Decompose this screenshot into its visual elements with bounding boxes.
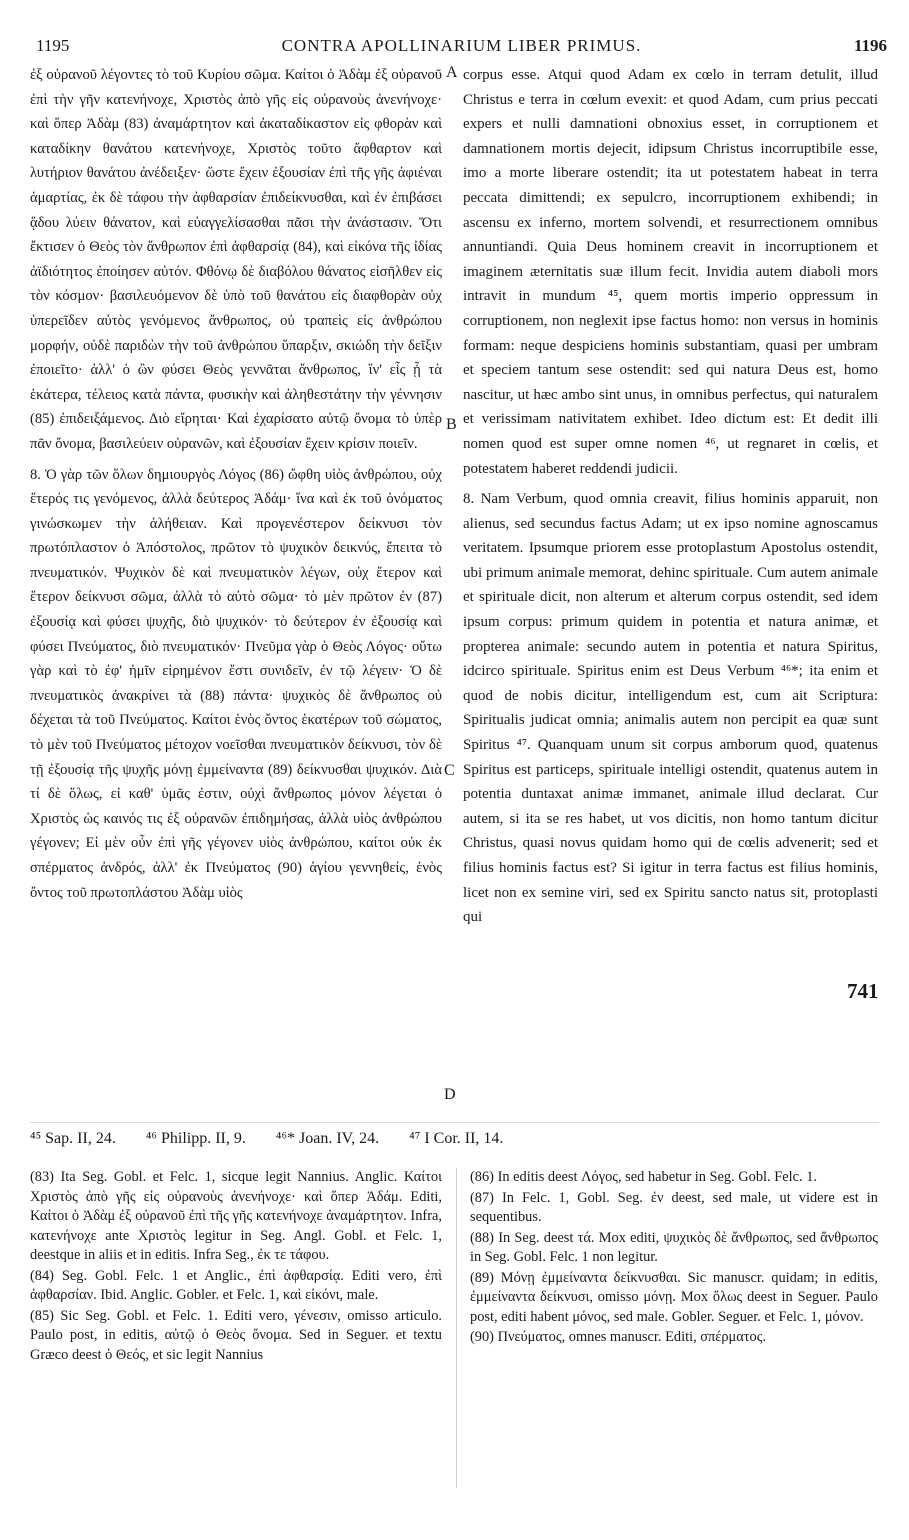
footnote: (83) Ita Seg. Gobl. et Felc. 1, sicque legit Nannius. Anglic. Καίτοι Χριστὸς ἀπὸ γῆς εἰς οὐρανοὺς ἀνενήνοχε· καὶ ὅπερ Ἀδάμ. Editi, Καίτοι ὁ Ἀδὰμ ἐξ οὐρανοῦ ἐπὶ τῆς γῆς κατενήνοχε ἀναμάρτητον. Infra, κατενήνοχε ante Χριστὸς legitur in Seg. Angl. Gobl. et Felc. 1, deestque in aliis et in editis. Infra Seg., ἐκ τε τάφου.	[30, 1169, 442, 1263]
pagination-marker: 741	[847, 979, 879, 1003]
margin-marker-c: C	[444, 762, 455, 779]
rule-divider	[30, 1122, 879, 1123]
greek-paragraph: ἐξ οὐρανοῦ λέγοντες τὸ τοῦ Κυρίου σῶμα. Καίτοι ὁ Ἀδὰμ ἐξ οὐρανοῦ ἐπὶ τὴν γῆν κατενήνοχε, Χριστὸς ἀπὸ γῆς εἰς οὐρανοὺς ἀνενήνοχε· καὶ ὅπερ Ἀδὰμ (83) ἀναμάρτητον καὶ ἀκαταδίκαστον εἰς φθορὰν καὶ καταδίκην θανάτου κατενήνοχε, Χριστὸς τοῦτο ἄφθαρτον καὶ λυτήριον θανάτου ἀνέδειξεν· ὥστε ἔχειν ἐξουσίαν ἐπὶ τῆς γῆς ἀφιέναι ἁμαρτίας, ἐκ δὲ τάφου τὴν ἀφθαρσίαν ἐπιδείκνυσθαι, καὶ ἐν ἐπιβάσει ᾅδου λύειν θάνατον, καὶ εὐαγγελίσασθαι πᾶσι τὴν ἀνάστασιν. Ὅτι ἔκτισεν ὁ Θεὸς τὸν ἄνθρωπον ἐπὶ ἀφθαρσίᾳ (84), καὶ εἰκόνα τῆς ἰδίας ἀϊδιότητος ἐποίησεν αὐτόν. Φθόνῳ δὲ διαβόλου θάνατος εἰσῆλθεν εἰς τὸν κόσμον· βασιλευόμενον δὲ ὑπὸ τοῦ θανάτου εἰς διαφθορὰν οὐχ ὑπερεῖδεν αὐτὸς γενόμενος ἄνθρωπος, οὐ τραπεὶς εἰς ἀνθρώπου μορφήν, οὐδὲ παριδὼν τὴν τοῦ ἀνθρώπου ὕπαρξιν, σκιώδη τὴν δεῖξιν ἐποιεῖτο· ἀλλ' ὁ ὢν φύσει Θεὸς γεννᾶται ἄνθρωπος, ἵν' εἷς ᾖ τὰ ἑκάτερα, τέλειος κατὰ πάντα, φυσικὴν καὶ ἀληθεστάτην τὴν γέννησιν (85) ἐπιδειξάμενος. Διὸ εἴρηται· Καὶ ἐχαρίσατο αὐτῷ ὄνομα τὸ ὑπὲρ πᾶν ὄνομα, βασιλεύειν οὐρανῶν, καὶ ἐξουσίαν ἔχειν κρίσιν ποιεῖν.	[30, 67, 442, 452]
page-number-left: 1195	[36, 36, 70, 55]
latin-paragraph: corpus esse. Atqui quod Adam ex cœlo in terram detulit, illud Christus e terra in cœlum evexit: et quod Adam, cum prius peccati expers et nulli damnationi obnoxius esset, in corruptionem et damnationem mortis dejecit, idipsum Christus incorruptibile esse, imo a morte liberare ostendit; ita ut potestatem habeat in terra peccata dimittendi; ex sepulcro, incorruptionem exhibendi; in ascensu ex inferno, mortem solvendi, et resurrectionem omnibus annuntiandi. Quia Deus hominem creavit in incorruptionem et imaginem æternitatis suæ illum fecit. Invidia autem diaboli mors intravit in mundum ⁴⁵, quem mortis imperio oppressum in corruptionem, non neglexit ipse factus homo: non versus in hominis formam: neque despiciens hominis substantiam, quasi per umbram et speciem tantum sese ostendit: sed qui natura Deus est, homo nascitur, ut hæc ambo sint unus, in omnibus perfectus, qui naturalem et verissimam nativitatem exhibet. Ideo dictum est: Et dedit illi nomen quod est super omne nomen ⁴⁶, ut regnaret in cœlis, et potestatem haberet reddendi judicii.	[463, 67, 878, 477]
footnote: (89) Μόνῃ ἐμμείναντα δείκνυσθαι. Sic manuscr. quidam; in editis, ἐμμείναντα δείκνυσι, omisso μόνῃ. Mox ὅλως deest in Seguer. Paulo post, editi habent μόνος, sed male. Gobler. Seguer. et Felc. 1, μόνον.	[470, 1269, 878, 1325]
footnote: (85) Sic Seg. Gobl. et Felc. 1. Editi vero, γένεσιν, omisso articulo. Paulo post, in editis, αὐτῷ ὁ Θεὸς ὄνομα. Sed in Seguer. et textu Græco deest ὁ Θεός, et sic legit Nannius	[30, 1307, 442, 1363]
scripture-ref: ⁴⁵ Sap. II, 24.	[30, 1130, 116, 1147]
latin-text-column	[463, 63, 878, 930]
scripture-ref: ⁴⁷ I Cor. II, 14.	[409, 1130, 504, 1147]
scripture-references	[30, 1130, 880, 1148]
latin-paragraph: 8. Nam Verbum, quod omnia creavit, filius hominis apparuit, non alienus, sed secundus factus Adam; ut ex ipso nomine agnoscamus veritatem. Ipsumque priorem esse protoplastum Apostolus ostendit, ubi primum animale memorat, dehinc spirituale. Cum autem animale et spirituale dicit, non alterum et alterum corpus ostendit, sed idem ipsum corpus: primum quidem in potentia et natura animæ, et propterea animale: secundo autem in potentia et natura Spiritus, idcirco spirituale. Spiritus enim est Deus Verbum ⁴⁶*; ita enim et quod de nobis dicitur, intelligendum est, cum ait Scriptura: Spiritualis judicat omnia; animalis autem non percipit ea quæ sunt Spiritus ⁴⁷. Quanquam unum sit corpus amborum quod, quatenus Spiritus est particeps, spirituale intelligi ostendit, quatenus autem in potentia duntaxat animæ immanet, animale illud declarat. Cur autem, si ita se res habet, ut vos dicitis, non homo tantum dicitur Christus, quasi novus quidam homo qui de cœlis advenerit; sed et filius hominis factus est? Si igitur in terra factus est filius hominis, licet non ex semine viri, sed ex Spiritu sancto natus sit, protoplasti qui	[463, 491, 878, 926]
column-divider	[456, 1168, 457, 1488]
footnote: (88) In Seg. deest τά. Mox editi, ψυχικὸς δὲ ἄνθρωπος, sed ἄνθρωπος in Seg. Gobl. Felc. 1 non legitur.	[470, 1229, 878, 1265]
page-header	[36, 36, 887, 58]
footnote: (84) Seg. Gobl. Felc. 1 et Anglic., ἐπὶ ἀφθαρσίᾳ. Editi vero, ἐπὶ ἀφθαρσίαν. Ibid. Anglic. Gobler. et Felc. 1, καὶ εἰκόνι, male.	[30, 1267, 442, 1303]
margin-marker-b: B	[446, 416, 457, 433]
margin-marker-a: A	[446, 64, 458, 81]
footnote: (87) In Felc. 1, Gobl. Seg. ἐν deest, sed male, ut videre est in sequentibus.	[470, 1189, 878, 1225]
running-title: CONTRA APOLLINARIUM LIBER PRIMUS.	[281, 36, 642, 55]
margin-marker-d: D	[444, 1086, 456, 1103]
page-number-right: 1196	[853, 36, 887, 55]
footnote: (86) In editis deest Λόγος, sed habetur in Seg. Gobl. Felc. 1.	[470, 1169, 818, 1185]
footnotes-left	[30, 1168, 442, 1366]
scripture-ref: ⁴⁶* Joan. IV, 24.	[275, 1130, 380, 1147]
greek-paragraph: 8. Ὁ γὰρ τῶν ὅλων δημιουργὸς Λόγος (86) ὤφθη υἱὸς ἀνθρώπου, οὐχ ἕτερός τις γενόμενος, ἀλλὰ δεύτερος Ἀδάμ· ἵνα καὶ ἐκ τοῦ ὀνόματος γινώσκωμεν τὴν ἀλήθειαν. Καὶ προγενέστερον δείκνυσι τὸν πρωτόπλαστον ὁ Ἀπόστολος, πρῶτον τὸ ψυχικὸν δεικνύς, ἔπειτα τὸ πνευματικόν. Ψυχικὸν δὲ καὶ πνευματικὸν λέγων, οὐχ ἕτερον καὶ ἕτερον δείκνυσι σῶμα, ἀλλὰ τὸ αὐτὸ σῶμα· τὸ μὲν πρῶτον ἐν (87) ἐξουσίᾳ καὶ φύσει ψυχῆς, διὸ ψυχικόν· τὸ δεύτερον ἐν ἐξουσίᾳ καὶ φύσει Πνεύματος, διὸ πνευματικόν· Πνεῦμα γὰρ ὁ Θεὸς Λόγος· οὕτω γὰρ καὶ τὸ ἐφ' ἡμῖν εἰρημένον ἔστι συνιδεῖν, ἐν τῷ λέγειν· Ὁ δὲ πνευματικὸς ἀνακρίνει τὰ (88) πάντα· ψυχικὸς δὲ ἄνθρωπος οὐ δέχεται τὰ τοῦ Πνεύματος. Καίτοι ἑνὸς ὄντος ἑκατέρων τοῦ σώματος, τὸ μὲν τοῦ Πνεύματος μέτοχον νοεῖσθαι πνευματικὸν δείκνυσι, τὸν δὲ τῇ ἐξουσίᾳ τῆς ψυχῆς μόνῃ ἐμμείναντα (89) δείκνυσθαι ψυχικόν. Διὰ τί δὲ ὅλως, εἰ καθ' ὑμᾶς ἐστιν, οὐχὶ ἄνθρωπος μόνον λέγεται ὁ Χριστὸς ὡς καινός τις ἐξ οὐρανῶν ἐπιδημήσας, ἀλλὰ υἱὸς ἀνθρώπου γέγονεν; Εἰ μὲν οὖν ἐπὶ γῆς γέγονεν υἱὸς ἀνθρώπου, καίτοι οὐκ ἐκ σπέρματος ἀνδρός, ἀλλ' ἐκ Πνεύματος (90) ἁγίου γεννηθείς, ἑνὸς ὄντος τοῦ πρωτοπλάστου Ἀδὰμ υἱὸς	[30, 466, 442, 901]
footnote: (90) Πνεύματος, omnes manuscr. Editi, σπέρματος.	[470, 1329, 767, 1345]
scripture-ref: ⁴⁶ Philipp. II, 9.	[145, 1130, 246, 1147]
greek-text-column	[30, 63, 442, 905]
footnotes-right	[470, 1168, 878, 1349]
